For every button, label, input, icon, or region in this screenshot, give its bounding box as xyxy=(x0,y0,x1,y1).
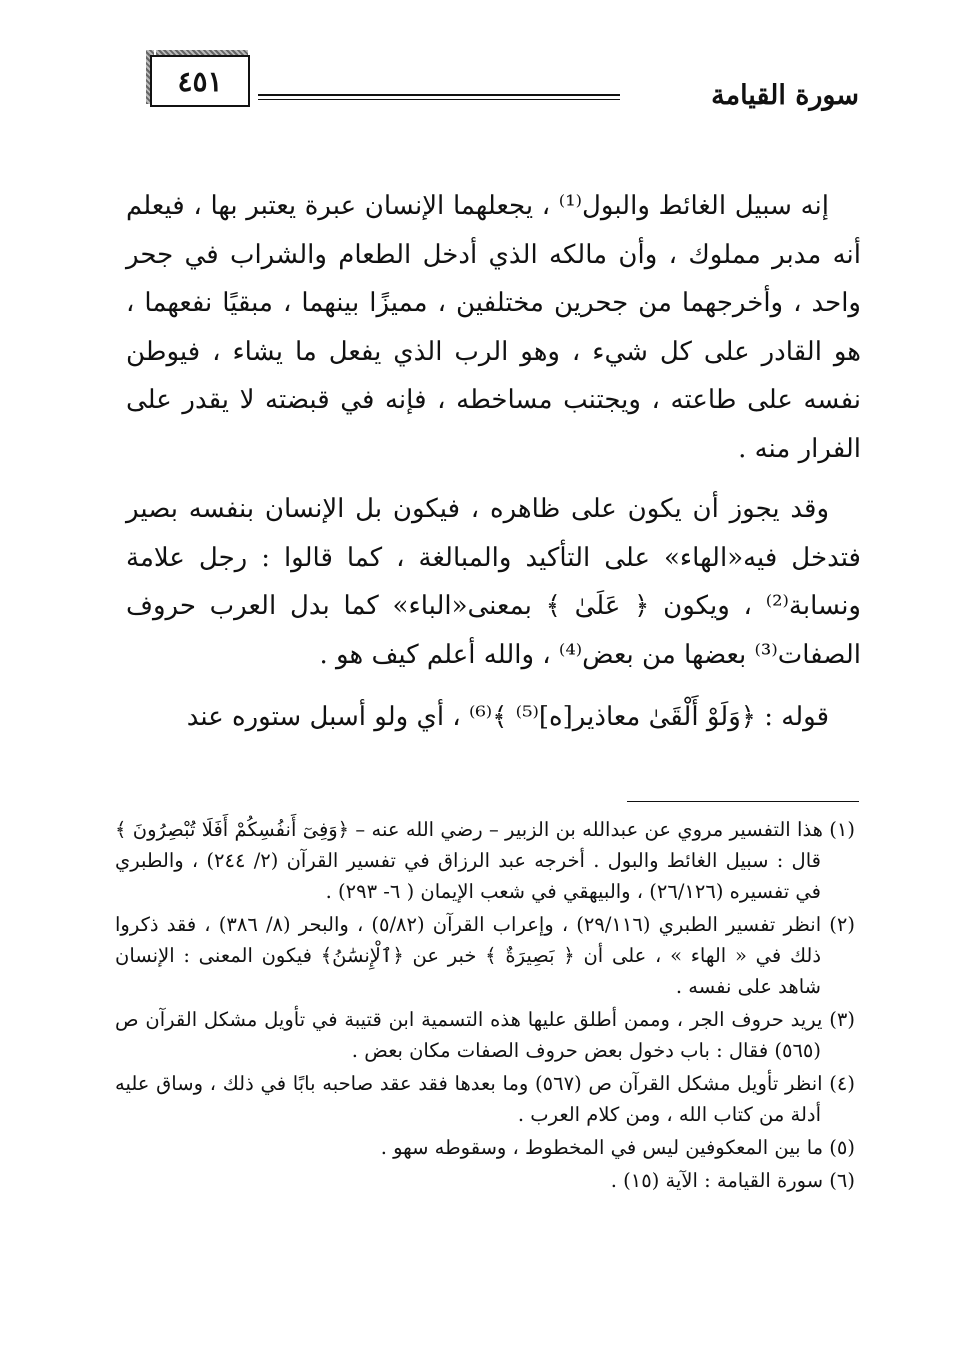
header-rule-thin xyxy=(258,99,620,100)
paragraph-3: قوله : ﴿وَلَوْ أَلْقَىٰ معاذير[ه]⁽⁵⁾ ﴾⁽⁶⁾ ، أي ولو أسبل ستوره عند xyxy=(186,702,829,732)
footnotes xyxy=(115,814,855,1198)
footnote-3: (٣) يريد حروف الجر ، وممن أطلق عليها هذه التسمية ابن قتيبة في تأويل مشكل القرآن ص (٥٦٥) فقال : باب دخول بعض حروف الصفات مكان بعض . xyxy=(115,1008,855,1062)
page-number: ٤٥١ xyxy=(150,55,250,107)
footnote-2: (٢) انظر تفسير الطبري (٢٩/١١٦) ، وإعراب القرآن (٥/٨٢) ، والبحر (٨/ ٣٨٦) ، فقد ذكروا ذلك في « الهاء » ، على أن ﴿ بَصِيرَةٌ ﴾ خبر عن ﴿ٱلْإِنسَٰنُ﴾ فيكون المعنى : الإنسان شاهد على نفسه . xyxy=(115,913,855,998)
page-header xyxy=(0,50,959,120)
paragraph-2: وقد يجوز أن يكون على ظاهره ، فيكون بل الإنسان بنفسه بصير فتدخل فيه«الهاء» على التأكيد والمبالغة ، كما قالوا : رجل علامة ونسابة⁽²⁾ ، ويكون ﴿ عَلَىٰ ﴾ بمعنى«الباء» كما بدل العرب حروف الصفات⁽³⁾ بعضها من بعض⁽⁴⁾ ، والله أعلم كيف هو . xyxy=(126,494,861,670)
footnote-1: (١) هذا التفسير مروي عن عبدالله بن الزبير – رضي الله عنه – ﴿وَفِىٓ أَنفُسِكُمْ أَفَلَا تُبْصِرُونَ ﴾ قال : سبيل الغائط والبول . أخرجه عبد الرزاق في تفسير القرآن (٢/ ٢٤٤) ، والطبري في تفسيره (٢٦/١٢٦) ، والبيهقي في شعب الإيمان ( ٦- ٢٩٣) . xyxy=(115,818,855,903)
main-text xyxy=(126,182,861,754)
surah-title: سورة القيامة xyxy=(711,80,859,111)
footnote-4: (٤) انظر تأويل مشكل القرآن ص (٥٦٧) وما بعدها فقد عقد صاحبه بابًا في ذلك ، وساق عليه أدلة من كتاب الله ، ومن كلام العرب . xyxy=(115,1072,855,1126)
footnote-6: (٦) سورة القيامة : الآية (١٥) . xyxy=(610,1169,855,1192)
footnote-divider xyxy=(627,801,859,802)
paragraph-1: إنه سبيل الغائط والبول⁽¹⁾ ، يجعلهما الإنسان عبرة يعتبر بها ، فيعلم أنه مدبر مملوك ، وأن مالكه الذي أدخل الطعام والشراب في جحر واحد ، وأخرجهما من جحرين مختلفين ، مميزًا بينهما ، مبقيًا نفعهما ، هو القادر على كل شيء ، وهو الرب الذي يفعل ما يشاء ، فيوطن نفسه على طاعته ، ويجتنب مساخطه ، فإنه في قبضته لا يقدر على الفرار منه . xyxy=(126,191,861,464)
footnote-5: (٥) ما بين المعكوفين ليس في المخطوط ، وسقوطه سهو . xyxy=(380,1136,855,1159)
header-rule xyxy=(258,94,620,96)
